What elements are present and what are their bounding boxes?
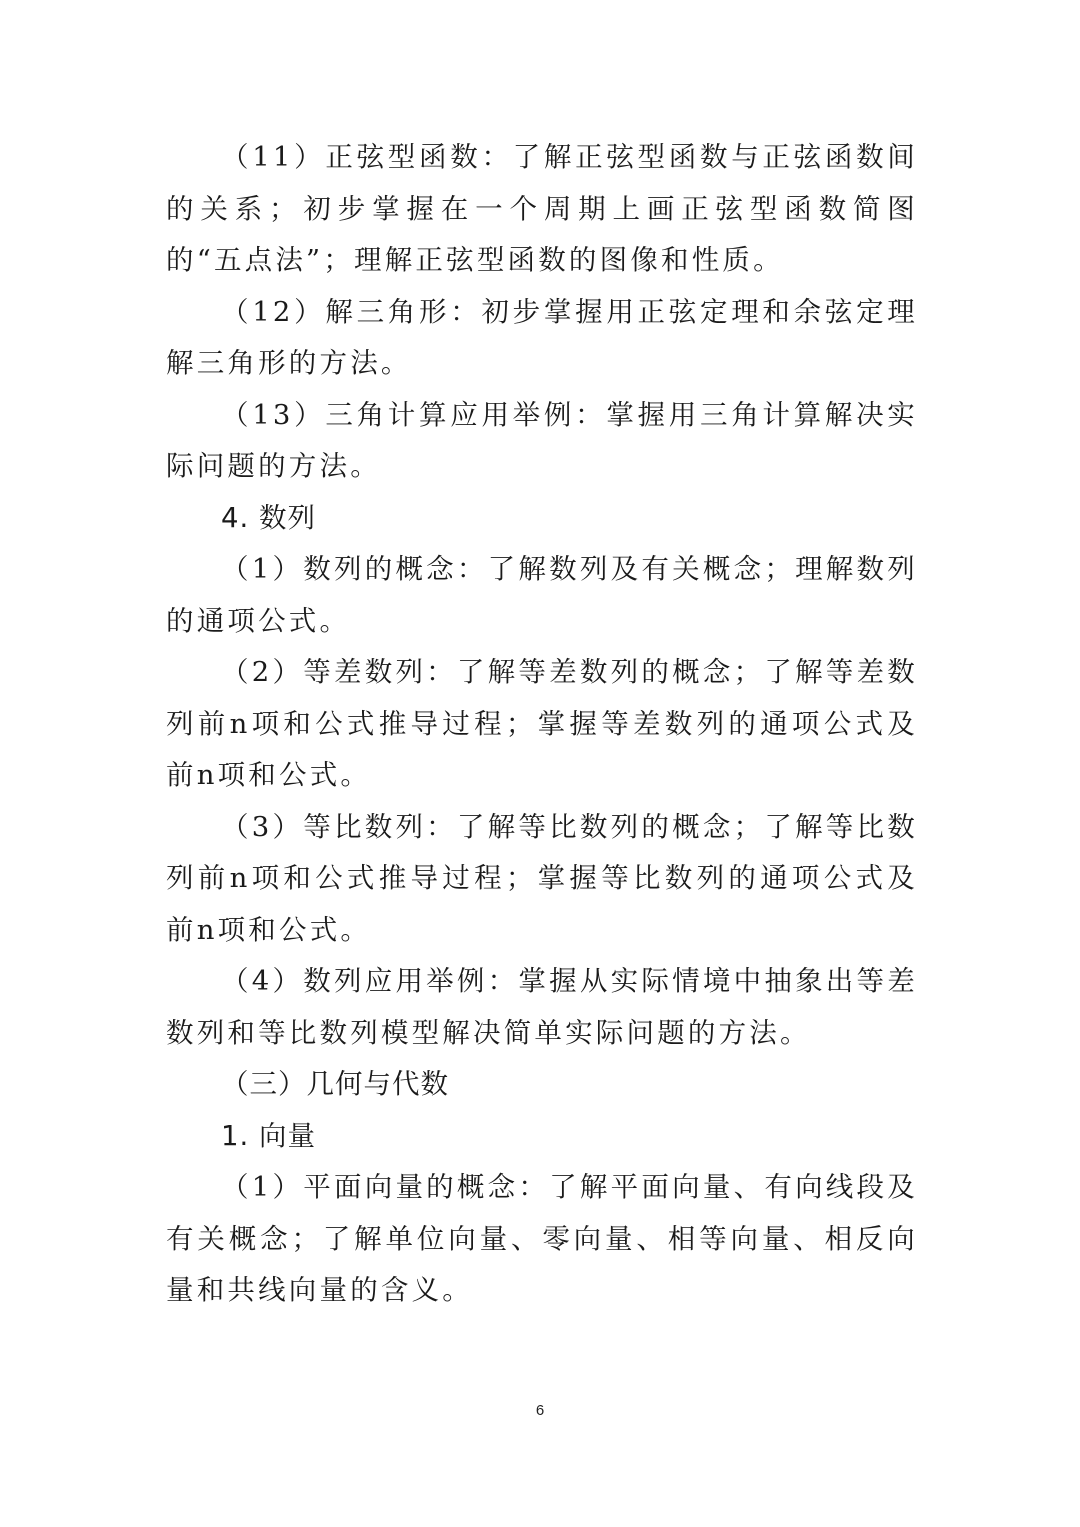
item-sequence-concept: （1）数列的概念：了解数列及有关概念；理解数列的通项公式。 <box>166 553 918 637</box>
item-plane-vector-concept: （1）平面向量的概念：了解平面向量、有向线段及有关概念；了解单位向量、零向量、相等向量、相反向量和共线向量的含义。 <box>166 1171 918 1306</box>
heading-geometry-algebra: （三）几何与代数 <box>221 1068 449 1100</box>
item-trig-applications: （13）三角计算应用举例：掌握用三角计算解决实际问题的方法。 <box>166 398 918 482</box>
item-sequence-applications: （4）数列应用举例：掌握从实际情境中抽象出等差数列和等比数列模型解决简单实际问题的方法。 <box>166 965 918 1049</box>
item-arithmetic-sequence: （2）等差数列：了解等差数列的概念；了解等差数列前n项和公式推导过程；掌握等差数列的通项公式及前n项和公式。 <box>166 656 918 791</box>
heading-vectors: 1. 向量 <box>221 1119 316 1152</box>
item-sine-type-function: （11）正弦型函数：了解正弦型函数与正弦函数间的关系；初步掌握在一个周期上画正弦型函数简图的“五点法”；理解正弦型函数的图像和性质。 <box>166 141 918 276</box>
page-number: 6 <box>535 1402 545 1419</box>
heading-sequences: 4. 数列 <box>221 501 316 534</box>
item-solving-triangles: （12）解三角形：初步掌握用正弦定理和余弦定理解三角形的方法。 <box>166 295 918 379</box>
page-content <box>166 132 918 1317</box>
item-geometric-sequence: （3）等比数列：了解等比数列的概念；了解等比数列前n项和公式推导过程；掌握等比数列的通项公式及前n项和公式。 <box>166 810 918 946</box>
